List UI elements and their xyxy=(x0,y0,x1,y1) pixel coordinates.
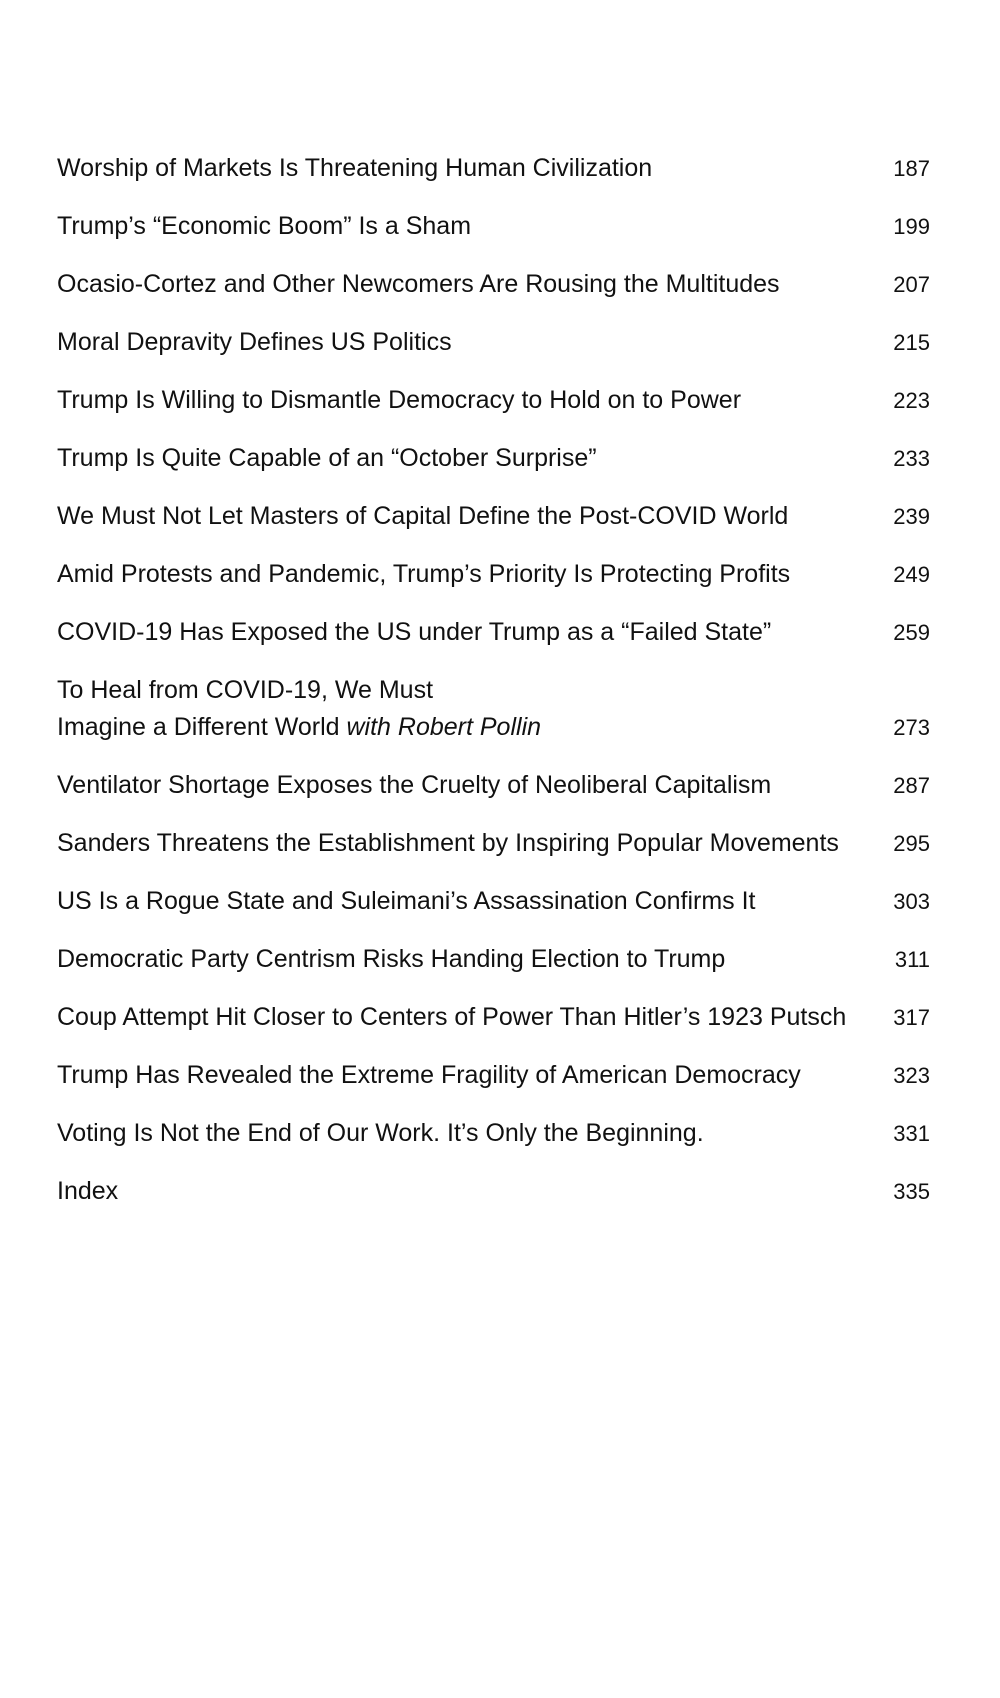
toc-entry xyxy=(57,498,930,535)
toc-entry xyxy=(57,941,930,978)
toc-entry xyxy=(57,883,930,920)
toc-entry-page-number: 207 xyxy=(893,272,930,297)
toc-entry xyxy=(57,614,930,651)
toc-entry-page-number: 239 xyxy=(893,504,930,529)
toc-entry-title: Amid Protests and Pandemic, Trump’s Priority Is Protecting Profits xyxy=(57,560,791,588)
toc-entry-page-number: 311 xyxy=(894,947,930,972)
toc-entry-title: Sanders Threatens the Establishment by Inspiring Popular Movements xyxy=(57,829,839,857)
toc-entry xyxy=(57,324,930,361)
toc-entry-title: We Must Not Let Masters of Capital Define the Post-COVID World xyxy=(57,502,789,530)
toc-entry-title-line-2 xyxy=(57,709,870,746)
toc-entry-title: Ocasio-Cortez and Other Newcomers Are Rousing the Multitudes xyxy=(57,270,780,298)
toc-entry xyxy=(57,1115,930,1152)
toc-entry-page-number: 249 xyxy=(893,562,930,587)
toc-entry-page-number: 295 xyxy=(893,831,930,856)
toc-entry xyxy=(57,266,930,303)
toc-entry xyxy=(57,382,930,419)
toc-entry-page-number: 233 xyxy=(893,446,930,471)
toc-entry-title: Coup Attempt Hit Closer to Centers of Power Than Hitler’s 1923 Putsch xyxy=(57,1003,847,1031)
toc-entry-page-number: 215 xyxy=(893,330,930,355)
toc-entry-title: Trump Is Willing to Dismantle Democracy to Hold on to Power xyxy=(57,386,742,414)
toc-entry-title: Trump’s “Economic Boom” Is a Sham xyxy=(57,212,472,240)
toc-entry-contributor: with Robert Pollin xyxy=(346,713,542,741)
toc-entry-page-number: 259 xyxy=(893,620,930,645)
toc-entry-title: Index xyxy=(57,1177,119,1205)
toc-entry-title: Trump Has Revealed the Extreme Fragility of American Democracy xyxy=(57,1061,801,1089)
toc-entry xyxy=(57,440,930,477)
toc-entry xyxy=(57,767,930,804)
toc-entry xyxy=(57,1057,930,1094)
toc-entry xyxy=(57,556,930,593)
toc-entry xyxy=(57,208,930,245)
toc-entry-page-number: 223 xyxy=(893,388,930,413)
toc-entry-title: Voting Is Not the End of Our Work. It’s Only the Beginning. xyxy=(57,1119,704,1147)
toc-entry-title: Democratic Party Centrism Risks Handing Election to Trump xyxy=(57,945,726,973)
toc-entry xyxy=(57,672,930,746)
toc-entry-title-line-1: To Heal from COVID-19, We Must xyxy=(57,676,434,704)
toc-entry-title: Worship of Markets Is Threatening Human Civilization xyxy=(57,154,653,182)
toc-entry-page-number: 287 xyxy=(893,773,930,798)
toc-entry-title-main: Imagine a Different World xyxy=(57,713,340,741)
toc-entry xyxy=(57,999,930,1036)
toc-entry-title: COVID-19 Has Exposed the US under Trump as a “Failed State” xyxy=(57,618,772,646)
toc-entry xyxy=(57,150,930,187)
toc-entry-page-number: 199 xyxy=(893,214,930,239)
toc-entry-page-number: 335 xyxy=(893,1179,930,1204)
toc-entry-page-number: 323 xyxy=(893,1063,930,1088)
table-of-contents xyxy=(57,150,930,1231)
toc-entry-page-number: 303 xyxy=(893,889,930,914)
toc-entry-title xyxy=(57,672,870,746)
toc-entry xyxy=(57,825,930,862)
toc-entry xyxy=(57,1173,930,1210)
toc-entry-title: US Is a Rogue State and Suleimani’s Assassination Confirms It xyxy=(57,887,756,915)
toc-entry-page-number: 331 xyxy=(893,1121,930,1146)
toc-entry-title: Moral Depravity Defines US Politics xyxy=(57,328,452,356)
toc-entry-title: Ventilator Shortage Exposes the Cruelty of Neoliberal Capitalism xyxy=(57,771,772,799)
toc-entry-page-number: 273 xyxy=(893,715,930,740)
toc-entry-page-number: 187 xyxy=(893,156,930,181)
toc-entry-page-number: 317 xyxy=(893,1005,930,1030)
toc-entry-title: Trump Is Quite Capable of an “October Surprise” xyxy=(57,444,597,472)
